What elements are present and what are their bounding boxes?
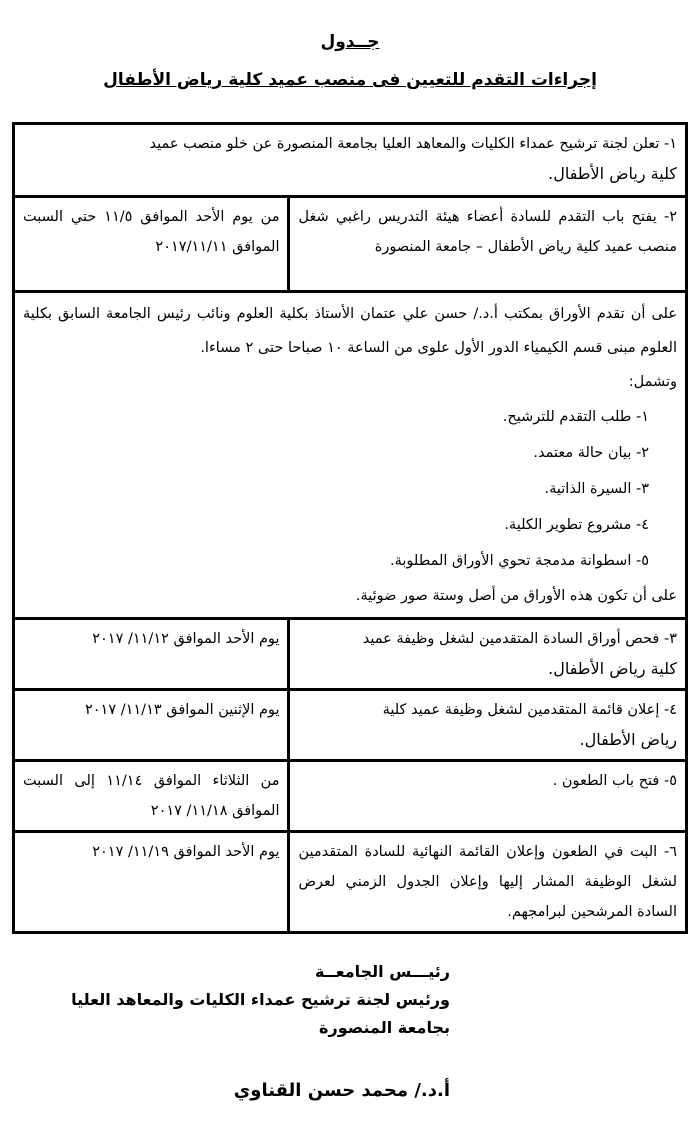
papers-note: على أن تكون هذه الأوراق من أصل وستة صور ضوئية. [355, 588, 677, 604]
row-1-text-2: كلية رياض الأطفال. [548, 164, 677, 183]
list-item: ٤- مشروع تطوير الكلية. [504, 517, 649, 533]
document-title: جــدول [320, 32, 380, 52]
table-row [14, 761, 687, 832]
row-6-date: يوم الأحد الموافق ١١/١٩/ ٢٠١٧ [14, 832, 289, 933]
signature-committee: ورئيس لجنة ترشيح عمداء الكليات والمعاهد العليا [71, 990, 450, 1009]
table-row [14, 690, 687, 761]
row-5-text: ٥- فتح باب الطعون . [552, 773, 677, 789]
table-row [14, 197, 687, 292]
row-5-cell [289, 761, 687, 832]
papers-list [23, 399, 677, 579]
row-1-cell [14, 124, 687, 197]
row-5-date: من الثلاثاء الموافق ١١/١٤ إلى السبت الموافق ١١/١٨/ ٢٠١٧ [14, 761, 289, 832]
row-2-date: من يوم الأحد الموافق ١١/٥ حتي السبت الموافق ٢٠١٧/١١/١١ [14, 197, 289, 292]
schedule-table [12, 122, 688, 934]
table-row [14, 292, 687, 619]
row-1-text: ١- تعلن لجنة ترشيح عمداء الكليات والمعاهد العليا بجامعة المنصورة عن خلو منصب عميد [149, 136, 677, 152]
row-4-cell [289, 690, 687, 761]
row-6-cell [289, 832, 687, 933]
signature-name: أ.د./ محمد حسن القناوي [233, 1080, 450, 1101]
row-3-cell [289, 619, 687, 690]
signature-university: بجامعة المنصورة [319, 1018, 450, 1037]
list-item: ١- طلب التقدم للترشيح. [502, 409, 649, 425]
row-3-text-2: كلية رياض الأطفال. [548, 659, 677, 678]
papers-intro: على أن تقدم الأوراق بمكتب أ.د./ حسن علي عتمان الأستاذ بكلية العلوم ونائب رئيس الجامعة السابق بكلية العلوم مبنى قسم الكيمياء الدور الأول علوى من الساعة ١٠ صباحا حتى ٢ مساءا. [23, 306, 677, 356]
row-4-text: ٤- إعلان قائمة المتقدمين لشغل وظيفة عميد كلية [382, 702, 677, 718]
row-4-date: يوم الإثنين الموافق ١١/١٣/ ٢٠١٧ [14, 690, 289, 761]
row-6-text: ٦- البت في الطعون وإعلان القائمة النهائية للسادة المتقدمين لشغل الوظيفة المشار إليها وإعلان الجدول الزمني لعرض السادة المرشحين لبرامجهم. [298, 844, 677, 920]
row-2-text: ٢- يفتح باب التقدم للسادة أعضاء هيئة التدريس راغبي شغل منصب عميد كلية رياض الأطفال – جامعة المنصورة [298, 209, 677, 255]
list-item: ٣- السيرة الذاتية. [544, 481, 649, 497]
papers-cell [14, 292, 687, 619]
list-item: ٢- بيان حالة معتمد. [533, 445, 649, 461]
list-item: ٥- اسطوانة مدمجة تحوي الأوراق المطلوبة. [389, 553, 649, 569]
table-row [14, 619, 687, 690]
papers-include-label: وتشمل: [628, 374, 677, 390]
row-4-text-2: رياض الأطفال. [579, 730, 677, 749]
row-2-cell [289, 197, 687, 292]
table-row [14, 124, 687, 197]
row-3-text: ٣- فحص أوراق السادة المتقدمين لشغل وظيفة عميد [362, 631, 677, 647]
signature-title: رئيـــس الجامعــة [315, 962, 450, 981]
row-3-date: يوم الأحد الموافق ١١/١٢/ ٢٠١٧ [14, 619, 289, 690]
document-subtitle: إجراءات التقدم للتعيين فى منصب عميد كلية رياض الأطفال [103, 70, 597, 90]
table-row [14, 832, 687, 933]
